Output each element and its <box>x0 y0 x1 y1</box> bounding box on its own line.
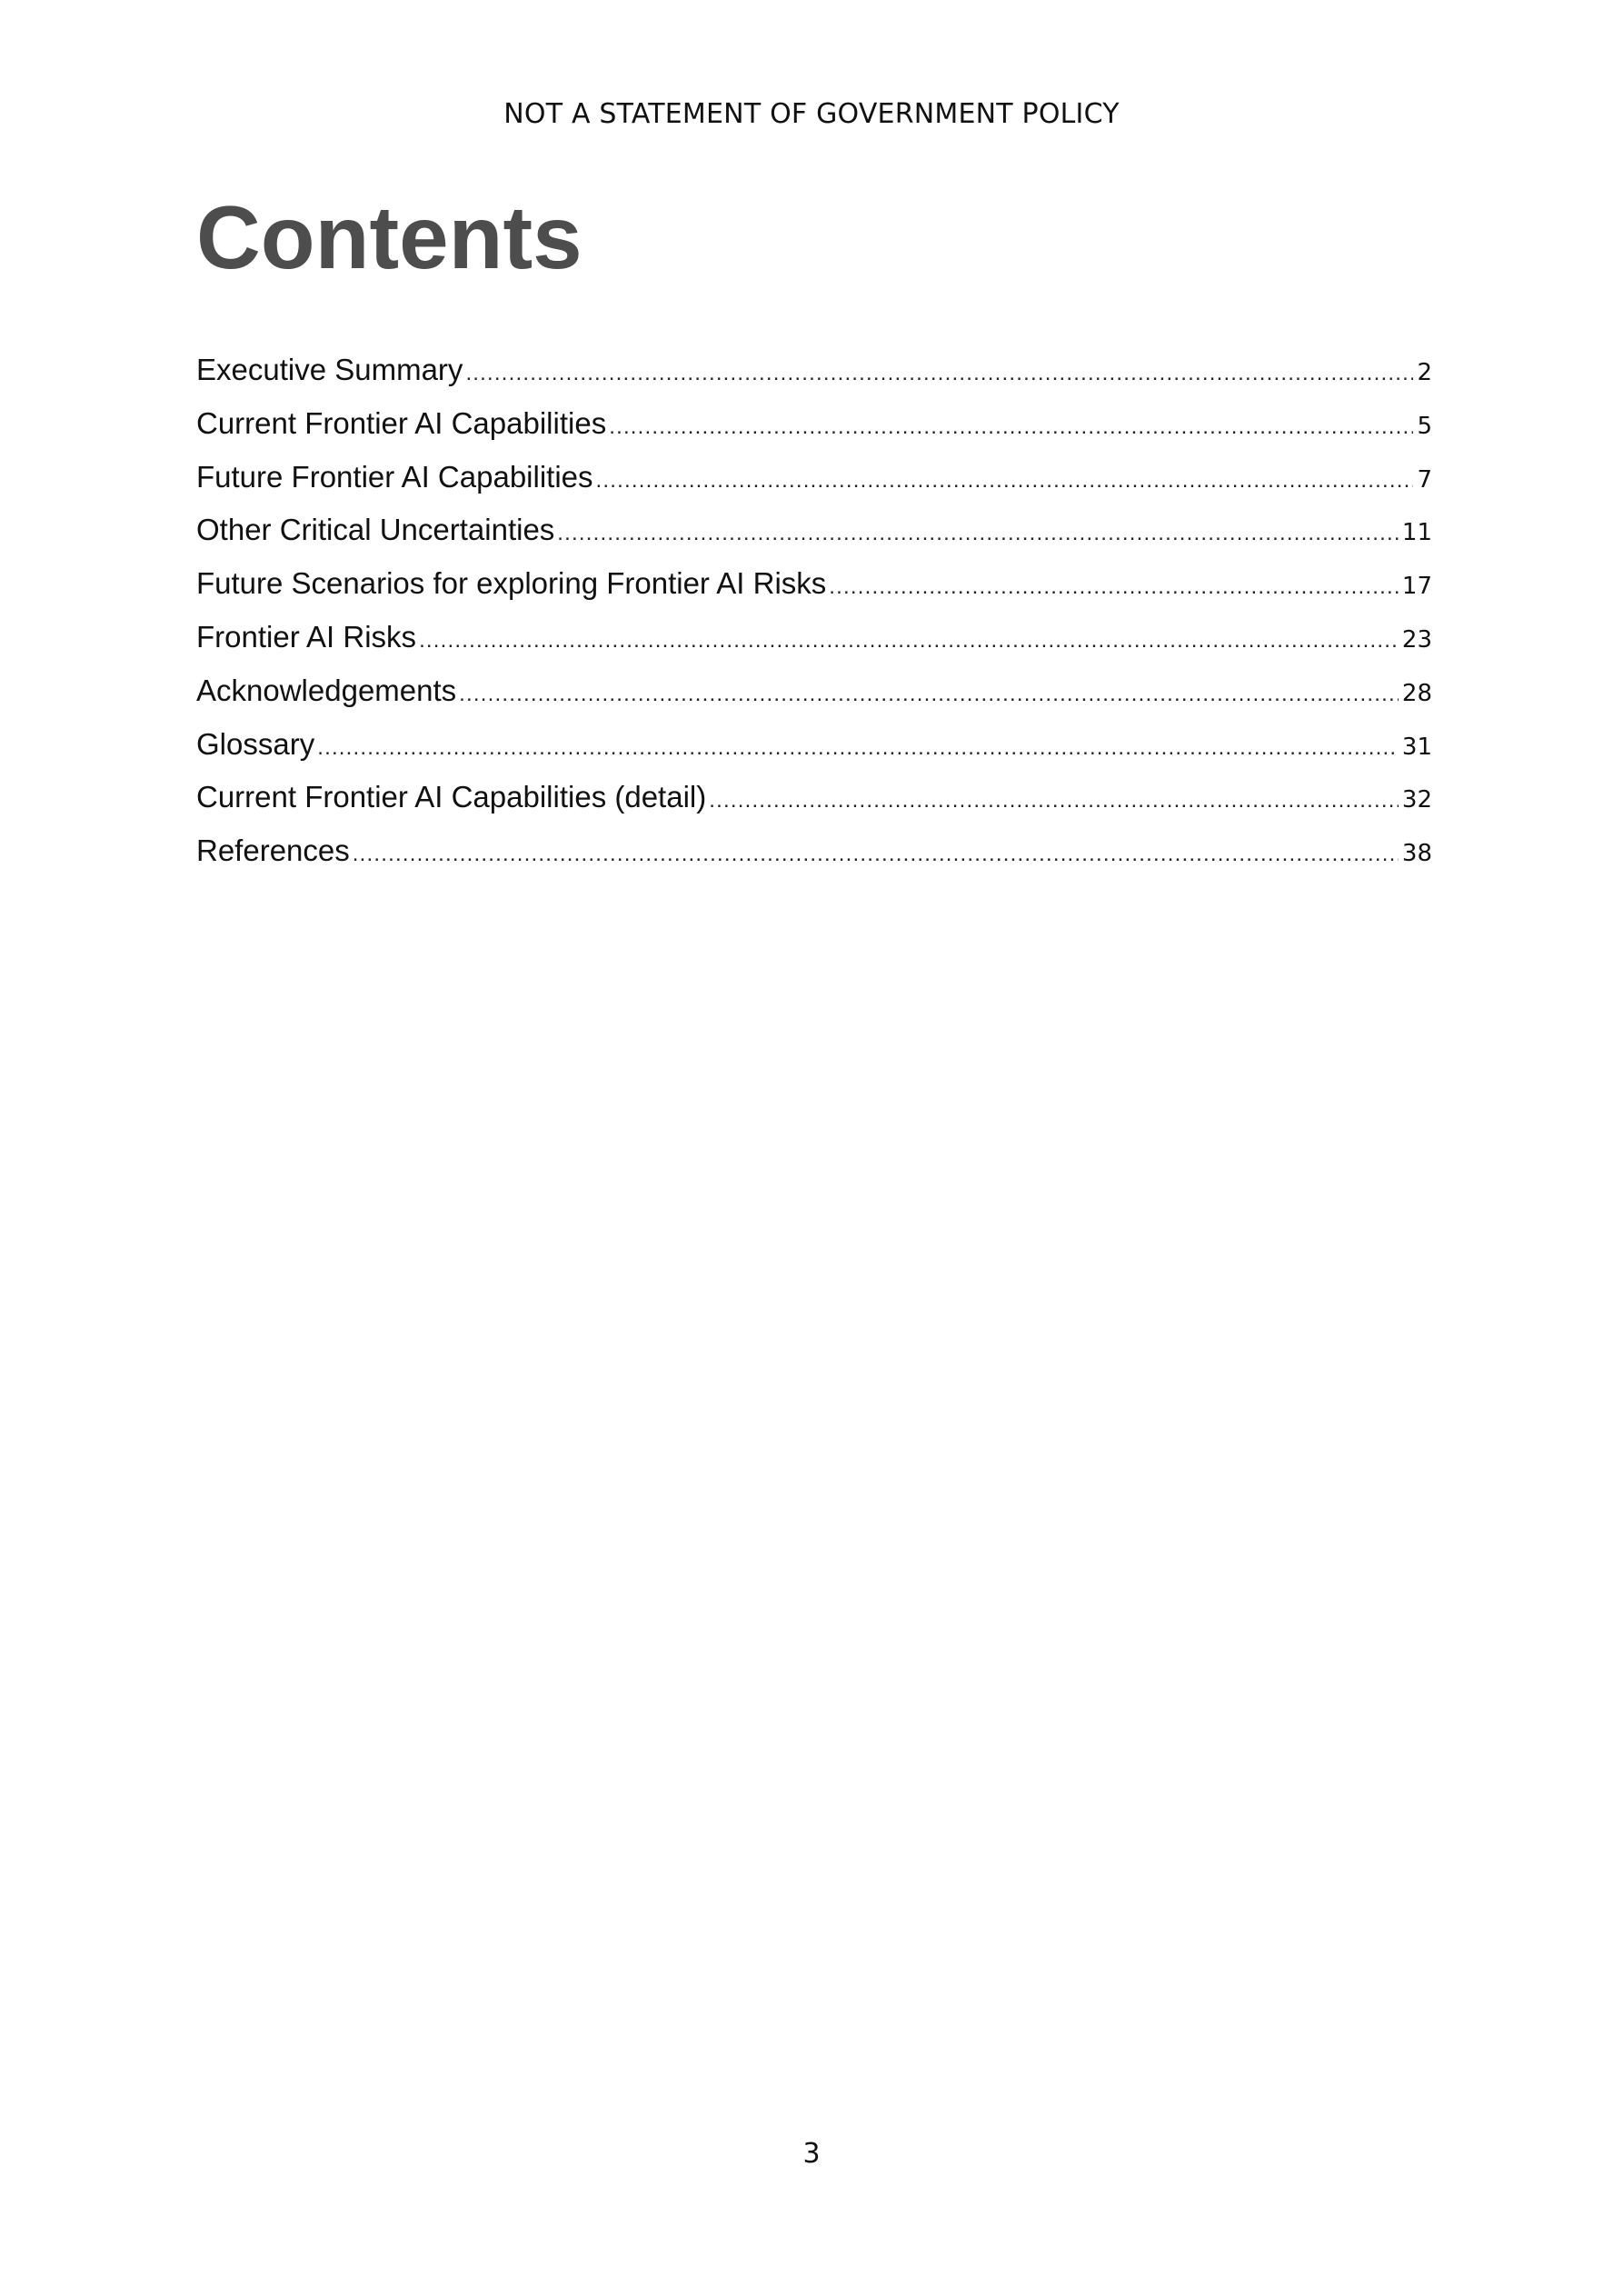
toc-entry-page-number: 31 <box>1401 733 1432 761</box>
toc-entry-label: Executive Summary <box>196 353 463 386</box>
toc-entry-label: Frontier AI Risks <box>196 619 417 654</box>
dot-leader <box>353 842 1399 867</box>
toc-entry-page-number: 38 <box>1401 840 1432 868</box>
dot-leader <box>317 735 1399 761</box>
toc-entry-page-number: 28 <box>1401 679 1432 707</box>
dot-leader <box>709 788 1399 814</box>
toc-entry-future-frontier-ai-capabilities[interactable] <box>196 460 1432 514</box>
toc-entry-label: References <box>196 834 350 868</box>
toc-entry-label: Acknowledgements <box>196 673 457 707</box>
toc-entry-page-number: 5 <box>1417 412 1432 440</box>
dot-leader <box>557 521 1399 546</box>
toc-entry-label: Current Frontier AI Capabilities (detail) <box>196 780 707 814</box>
policy-disclaimer-header: NOT A STATEMENT OF GOVERNMENT POLICY <box>503 98 1120 130</box>
toc-entry-page-number: 23 <box>1401 625 1432 654</box>
dot-leader <box>596 468 1414 494</box>
toc-entry-future-scenarios[interactable] <box>196 566 1432 620</box>
toc-entry-page-number: 2 <box>1417 359 1432 386</box>
toc-entry-label: Other Critical Uncertainties <box>196 513 555 547</box>
dot-leader <box>419 628 1399 654</box>
dot-leader <box>829 574 1399 600</box>
toc-entry-page-number: 32 <box>1401 786 1432 814</box>
toc-entry-label: Future Scenarios for exploring Frontier AI Risks <box>196 566 827 601</box>
toc-entry-acknowledgements[interactable] <box>196 674 1432 727</box>
toc-entry-label: Glossary <box>196 726 315 761</box>
toc-entry-frontier-ai-risks[interactable] <box>196 620 1432 674</box>
toc-entry-references[interactable] <box>196 834 1432 887</box>
toc-entry-current-frontier-ai-capabilities[interactable] <box>196 406 1432 460</box>
toc-entry-label: Future Frontier AI Capabilities <box>196 459 593 494</box>
dot-leader <box>465 361 1413 386</box>
dot-leader <box>609 414 1413 440</box>
toc-entry-page-number: 11 <box>1401 519 1432 547</box>
toc-entry-current-frontier-ai-capabilities-detail[interactable] <box>196 780 1432 834</box>
dot-leader <box>459 682 1399 707</box>
toc-entry-page-number: 7 <box>1417 465 1432 494</box>
toc-entry-other-critical-uncertainties[interactable] <box>196 513 1432 566</box>
toc-entry-glossary[interactable] <box>196 727 1432 781</box>
page-title: Contents <box>196 187 582 287</box>
toc-entry-executive-summary[interactable] <box>196 353 1432 406</box>
toc-entry-page-number: 17 <box>1401 573 1432 601</box>
page-number: 3 <box>802 2138 821 2170</box>
table-of-contents <box>196 353 1432 887</box>
toc-entry-label: Current Frontier AI Capabilities <box>196 405 607 440</box>
